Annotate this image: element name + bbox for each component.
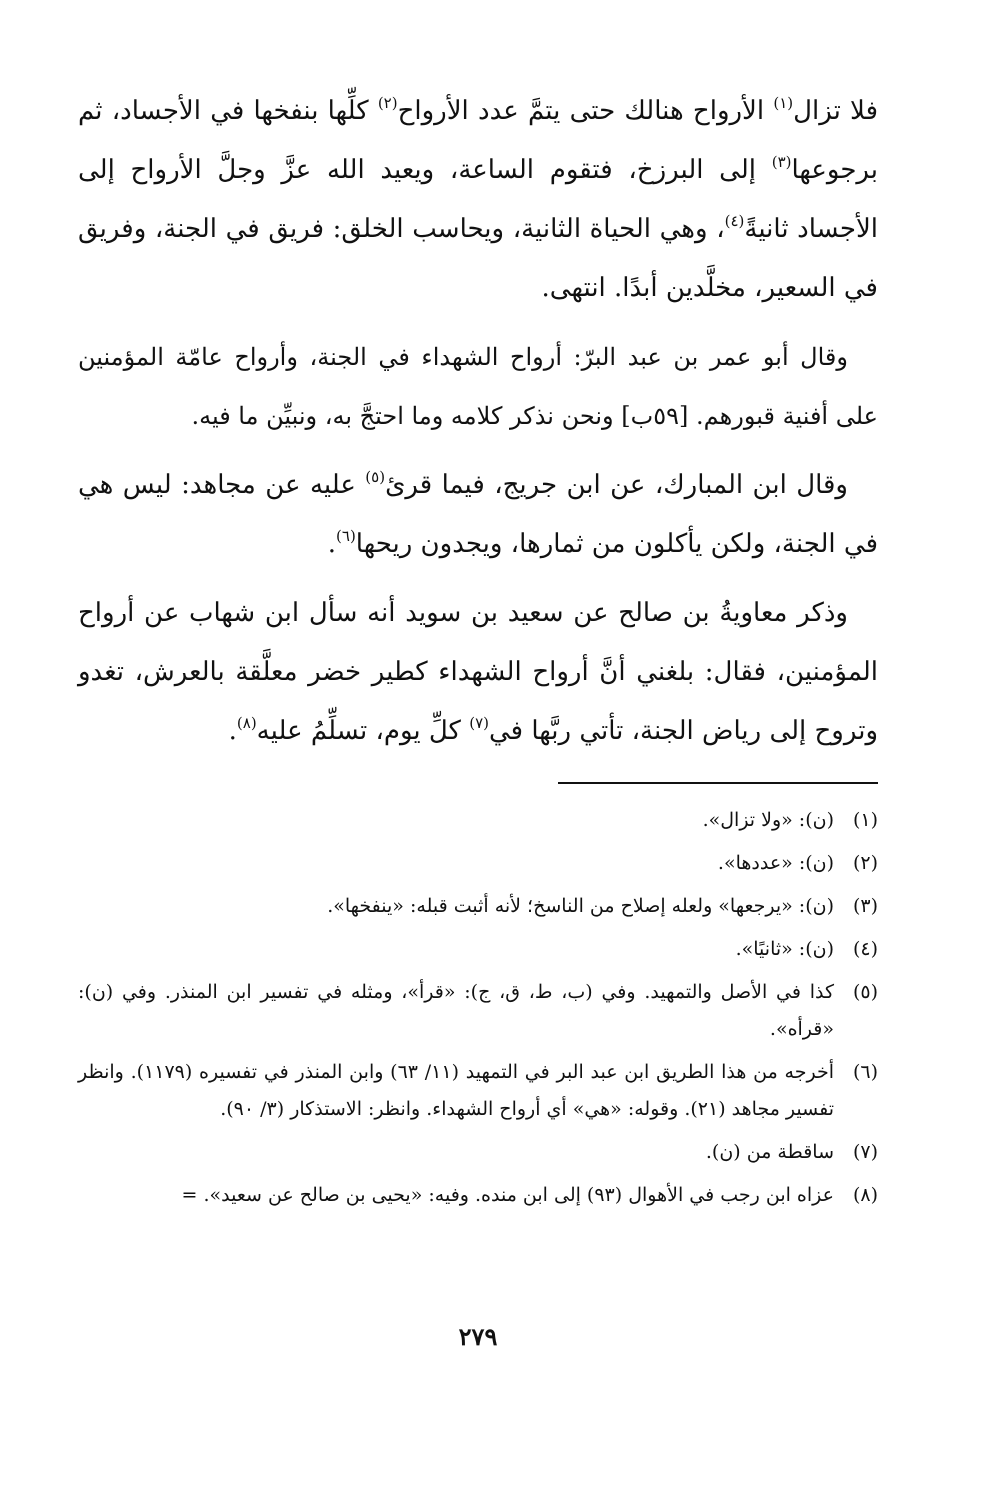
footnote [78,845,878,882]
footnote-text: (ن): «ولا تزال». [702,809,834,831]
text-run: وذكر معاويةُ بن صالح عن سعيد بن سويد أنه سأل ابن شهاب عن أرواح المؤمنين، فقال: بلغني أنَّ أرواح الشهداء كطير خضر معلَّقة بالعرش، تغدو وتروح إلى رياض الجنة، تأتي ربَّها في [78,598,878,746]
footnote-text: أخرجه من هذا الطريق ابن عبد البر في التمهيد (١١/ ٦٣) وابن المنذر في تفسيره (١١٧٩). وانظر تفسير مجاهد (٢١). وقوله: «هي» أي أرواح الشهداء. وانظر: الاستذكار (٣/ ٩٠). [78,1061,834,1120]
footnote [78,1134,878,1171]
footnote-number: (١) [852,809,878,831]
text-run: عليه عن مجاهد: ليس هي في الجنة، ولكن يأكلون من ثمارها، ويجدون ريحها [78,470,878,559]
footnote-text: (ن): «يرجعها» ولعله إصلاح من الناسخ؛ لأنه أثبت قبله: «ينفخها». [327,895,834,917]
page-number: ٢٧٩ [458,1322,498,1351]
footnote-number: (٢) [852,852,878,874]
footnote-marker: (٨) [236,714,257,732]
main-text [78,82,878,761]
footnote-number: (٧) [852,1141,878,1163]
footnote [78,1177,878,1214]
text-run: فلا تزال [793,96,878,126]
footnote-marker: (٢) [377,94,398,112]
footnote [78,888,878,925]
footnote [78,931,878,968]
footnote-number: (٣) [852,895,878,917]
footnote-text: (ن): «عددها». [717,852,834,874]
text-run: . [327,529,337,559]
footnote-marker: (١) [773,94,794,112]
text-run: الأرواح هنالك حتى يتمَّ عدد الأرواح [397,96,774,126]
paragraph [78,82,878,318]
footnote-text: كذا في الأصل والتمهيد. وفي (ب، ط، ق، ج): «قرأ»، ومثله في تفسير ابن المنذر. وفي (ن): «قرأه». [78,981,834,1040]
footnote-number: (٥) [852,981,878,1003]
footnotes [78,802,878,1220]
paragraph [78,584,878,761]
paragraph [78,456,878,574]
footnote [78,1054,878,1128]
footnote-text: (ن): «ثانيًا». [735,938,834,960]
footnote-number: (٨) [852,1184,878,1206]
text-run: وقال ابن المبارك، عن ابن جريج، فيما قرئ [385,470,848,500]
text-run: إلى البرزخ، فتقوم الساعة، ويعيد الله عزَّ وجلَّ الأرواح إلى الأجساد ثانيةً [78,155,879,244]
text-run: . [228,716,237,746]
footnote-marker: (٧) [469,714,489,732]
footnote-marker: (٥) [365,468,386,486]
footnote-marker: (٣) [771,153,792,171]
footnote-marker: (٤) [724,212,745,230]
footnote-text: عزاه ابن رجب في الأهوال (٩٣) إلى ابن منده. وفيه: «يحيى بن صالح عن سعيد». = [181,1184,834,1206]
footnote [78,802,878,839]
footnote-marker: (٦) [336,527,356,545]
text-run: كلِّ يوم، تسلِّمُ عليه [256,716,470,746]
footnote-number: (٤) [852,938,878,960]
text-run: وقال أبو عمر بن عبد البرّ: أرواح الشهداء في الجنة، وأرواح عامّة المؤمنين على أفنية قبورهم. [٥٩ب] ونحن نذكر كلامه وما احتجَّ به، ونبيِّن ما فيه. [78,343,878,430]
footnote [78,974,878,1048]
text-run: كلِّها بنفخها في الأجساد، ثم برجوعها [78,96,878,185]
text-run: ، وهي الحياة الثانية، ويحاسب الخلق: فريق في الجنة، وفريق في السعير، مخلَّدين أبدًا. انتهى. [78,214,878,303]
book-page [78,82,878,1442]
footnote-number: (٦) [852,1061,878,1083]
paragraph [78,328,878,446]
footnote-text: ساقطة من (ن). [705,1141,834,1163]
footnote-separator-line [558,782,878,784]
